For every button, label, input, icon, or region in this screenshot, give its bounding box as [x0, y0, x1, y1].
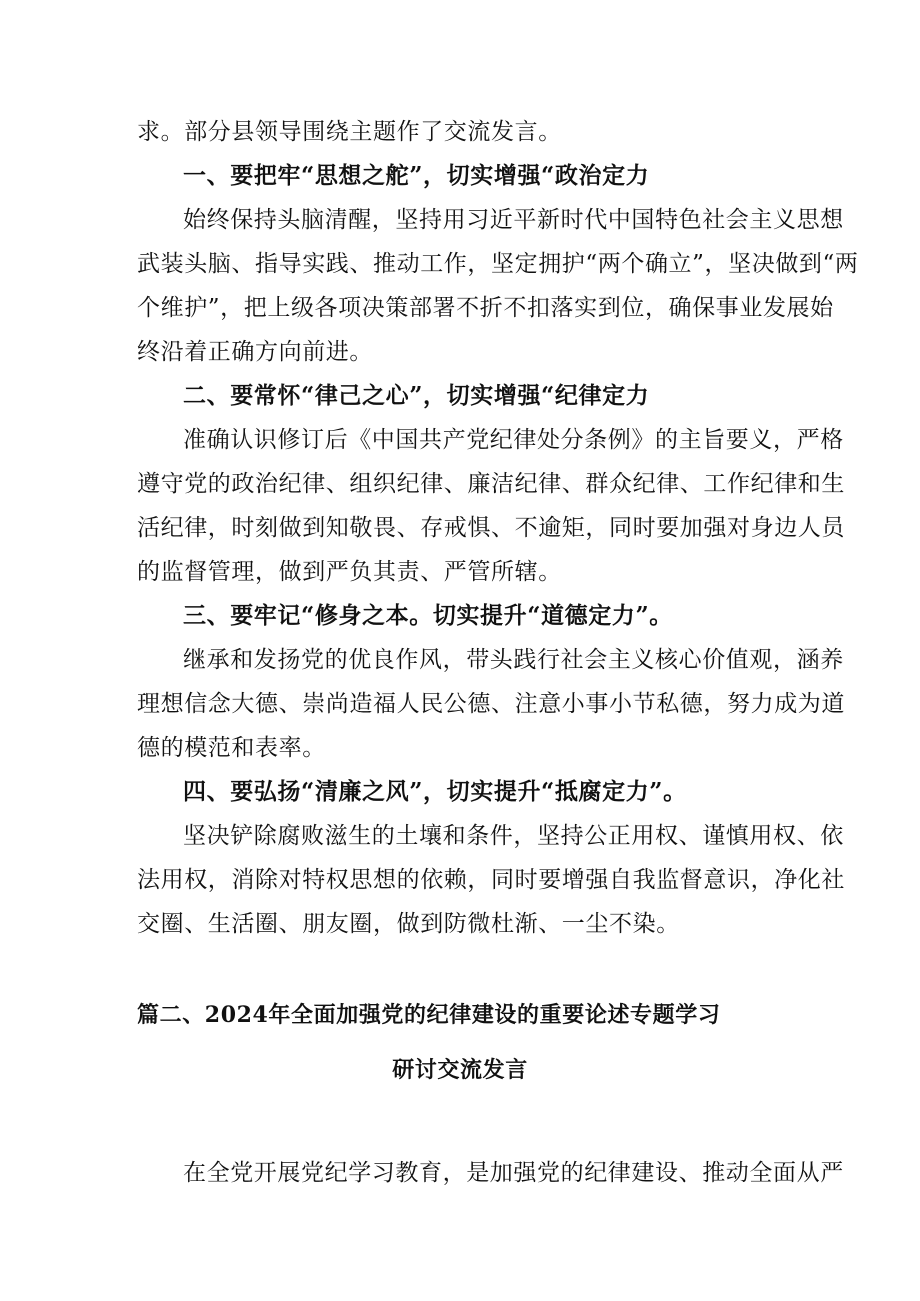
body-text-line: 个维护”，把上级各项决策部署不折不扣落实到位，确保事业发展始 — [137, 295, 834, 321]
body-text-line: 德的模范和表率。 — [137, 735, 326, 761]
body-text-line: 交圈、生活圈、朋友圈，做到防微杜渐、一尘不染。 — [137, 911, 680, 937]
body-text-line: 武装头脑、指导实践、推动工作，坚定拥护“两个确立”，坚决做到“两 — [137, 251, 859, 277]
body-text-line: 继承和发扬党的优良作风，带头践行社会主义核心价值观，涵养 — [183, 647, 844, 673]
article-title: 篇二、2024年全面加强党的纪律建设的重要论述专题学习 — [137, 1002, 721, 1028]
body-text-line: 遵守党的政治纪律、组织纪律、廉洁纪律、群众纪律、工作纪律和生 — [137, 471, 845, 497]
body-text-line: 准确认识修订后《中国共产党纪律处分条例》的主旨要义，严格 — [183, 427, 844, 453]
body-text-line: 终沿着正确方向前进。 — [137, 339, 373, 365]
body-text-line: 法用权，消除对特权思想的依赖，同时要增强自我监督意识，净化社 — [137, 867, 845, 893]
body-text-line: 求。部分县领导围绕主题作了交流发言。 — [137, 119, 562, 145]
body-text-line: 在全党开展党纪学习教育，是加强党的纪律建设、推动全面从严 — [183, 1160, 844, 1186]
section-heading-2: 二、要常怀“律己之心”，切实增强“纪律定力 — [183, 382, 650, 409]
body-text-line: 理想信念大德、崇尚造福人民公德、注意小事小节私德，努力成为道 — [137, 691, 845, 717]
section-heading-4: 四、要弘扬“清廉之风”，切实提升“抵腐定力”。 — [183, 778, 687, 805]
body-text-line: 坚决铲除腐败滋生的土壤和条件，坚持公正用权、谨慎用权、依 — [183, 823, 844, 849]
article-subtitle: 研讨交流发言 — [392, 1057, 528, 1083]
body-text-line: 始终保持头脑清醒，坚持用习近平新时代中国特色社会主义思想 — [183, 207, 844, 233]
section-heading-1: 一、要把牢“思想之舵”，切实增强“政治定力 — [183, 162, 650, 189]
body-text-line: 活纪律，时刻做到知敬畏、存戒惧、不逾矩，同时要加强对身边人员 — [137, 515, 845, 541]
section-heading-3: 三、要牢记“修身之本。切实提升“道德定力”。 — [183, 602, 673, 629]
body-text-line: 的监督管理，做到严负其责、严管所辖。 — [137, 559, 562, 585]
